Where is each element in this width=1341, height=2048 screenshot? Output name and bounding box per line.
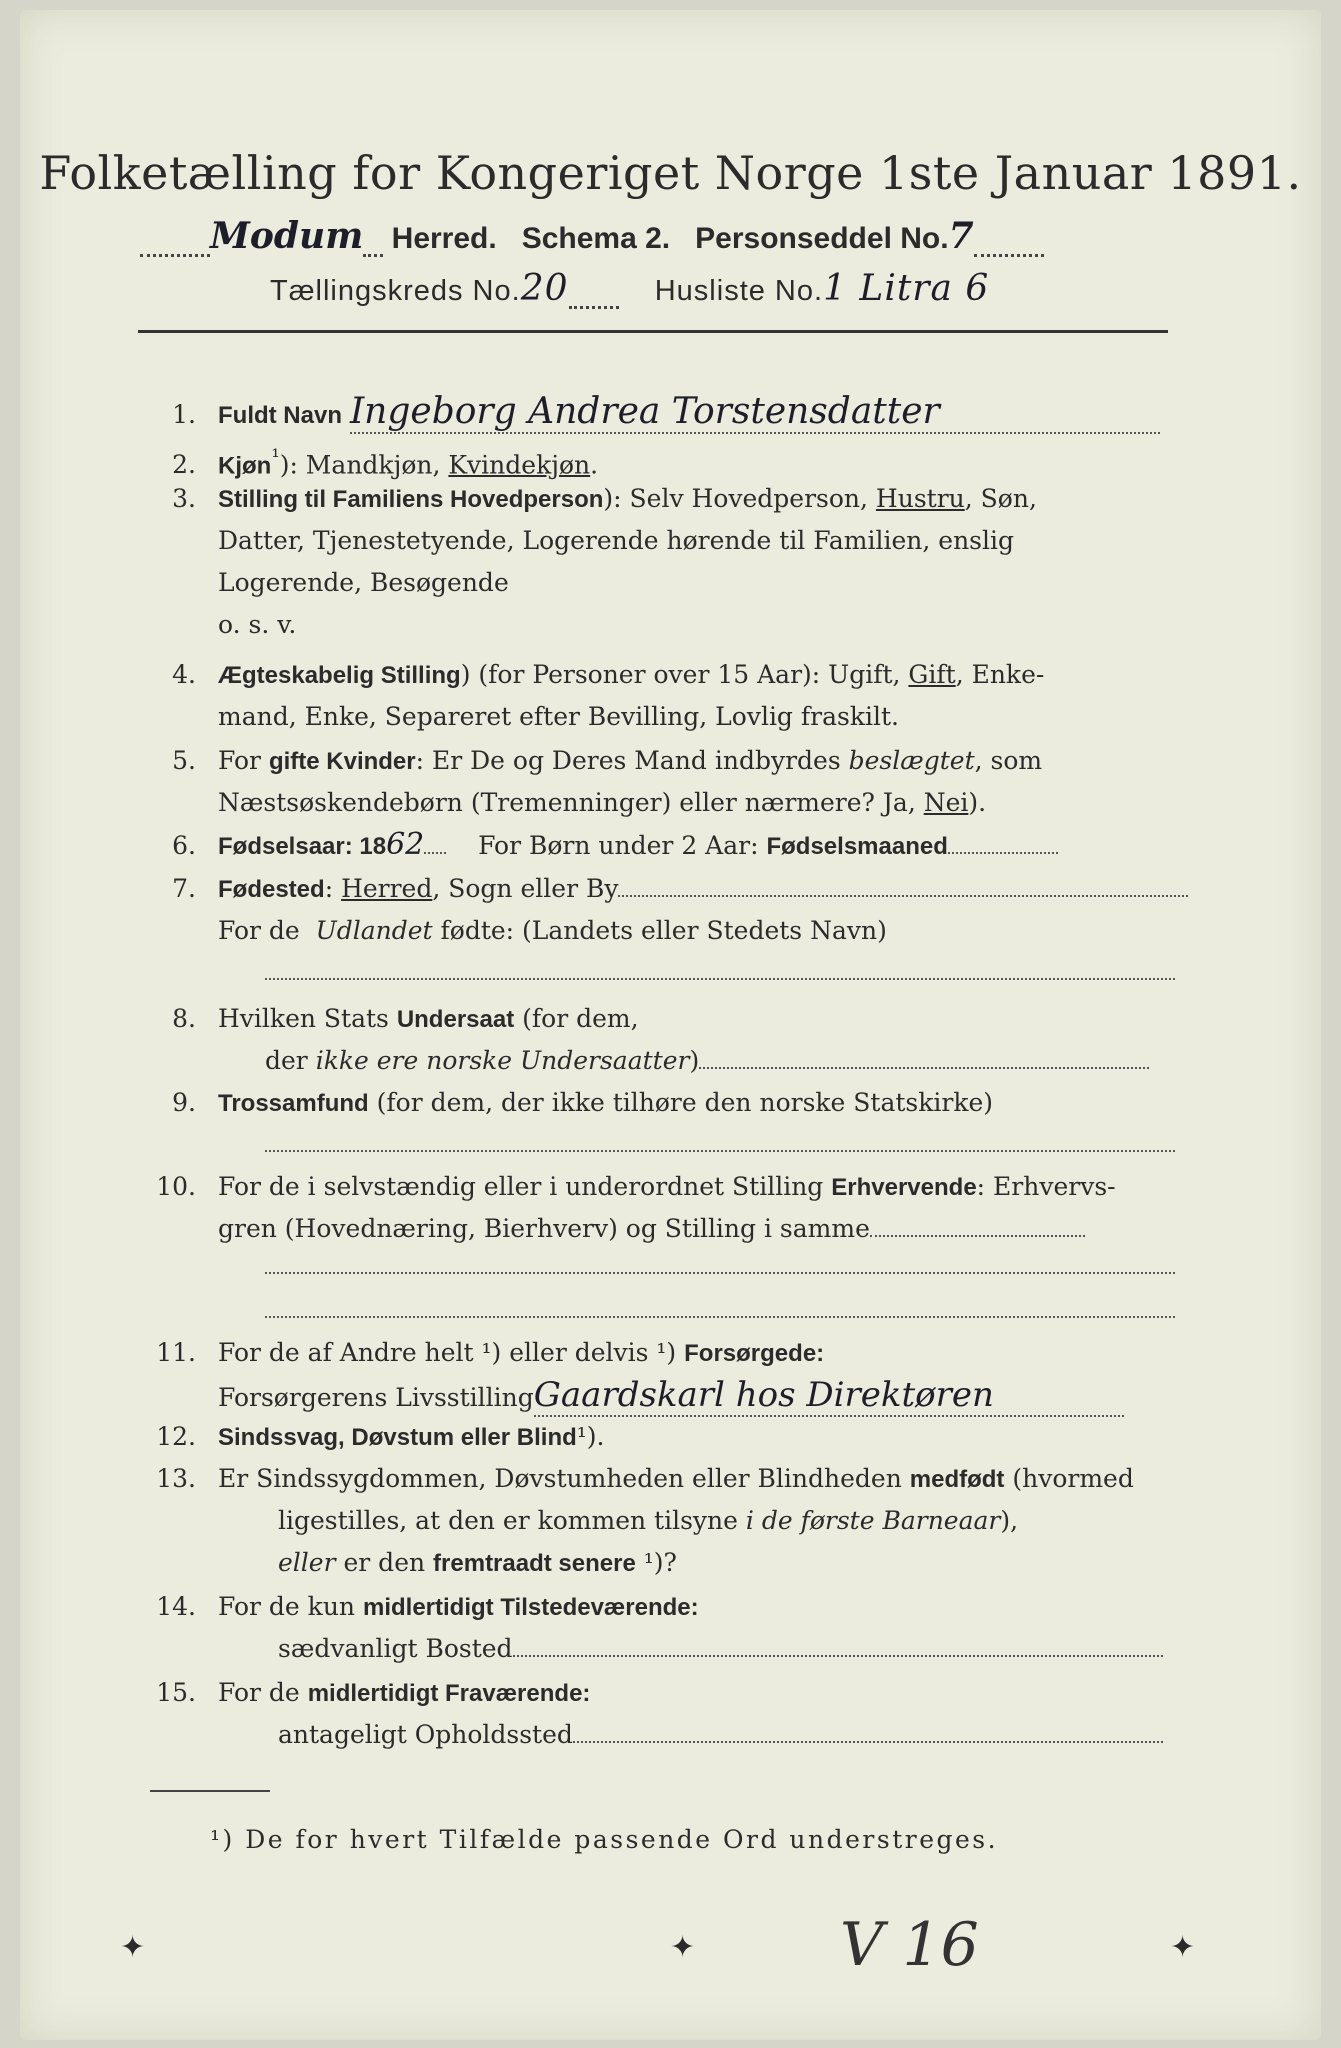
text: (hvormed — [1004, 1464, 1134, 1493]
item-8 — [140, 1002, 639, 1037]
item-7 — [140, 872, 1188, 907]
full-name-label: Fuldt Navn — [218, 402, 342, 429]
item-number: 5. — [172, 746, 196, 775]
punct: ¹). — [576, 1422, 605, 1451]
fill-line — [265, 1316, 1175, 1318]
header-rule — [138, 330, 1168, 333]
text: For de i selvstændig eller i underordnet Stilling — [218, 1172, 832, 1201]
header-line-1 — [140, 215, 1044, 257]
text: sædvanligt Bosted — [278, 1634, 513, 1663]
registration-mark-icon: ✦ — [120, 1930, 146, 1965]
archive-mark: V 16 — [840, 1910, 979, 1980]
personseddel-value: 7 — [948, 215, 974, 257]
item-11 — [140, 1336, 824, 1371]
item-number: 15. — [156, 1678, 196, 1707]
text: gren (Hovednæring, Bierhverv) og Stilling i samme — [218, 1214, 870, 1243]
birth-year-value: 62 — [386, 827, 425, 862]
item-15-line-2 — [278, 1718, 1163, 1752]
punct: : — [324, 874, 342, 903]
text: ): Selv Hovedperson, — [603, 484, 876, 513]
kreds-label: Tællingskreds No. — [270, 275, 521, 307]
item-14-line-2 — [278, 1632, 1163, 1666]
text: , Sogn eller By — [432, 874, 619, 903]
item-6 — [140, 828, 1058, 864]
birthplace-selected: Herred — [341, 874, 433, 903]
text: er den — [335, 1548, 434, 1577]
item-4 — [140, 658, 1044, 693]
item-14 — [140, 1590, 699, 1625]
item-number: 13. — [156, 1464, 196, 1493]
fill-line — [265, 978, 1175, 980]
text: , Enke- — [955, 660, 1045, 689]
footnote-ref: ¹ — [271, 445, 280, 469]
text: Er Sindssygdommen, Døvstumheden eller Blindheden — [218, 1464, 910, 1493]
item-13 — [140, 1462, 1134, 1497]
fill-line — [265, 1272, 1175, 1274]
item-2 — [140, 440, 598, 483]
religion-label: Trossamfund — [218, 1090, 369, 1117]
text: Næstsøskendebørn (Tremenninger) eller nærmere? Ja, — [218, 788, 924, 817]
item-5-line-2 — [218, 786, 986, 820]
personseddel-label: Personseddel No. — [695, 222, 949, 255]
item-number: 1. — [172, 400, 196, 429]
item-13-line-2 — [278, 1504, 1018, 1538]
text: (for dem, — [514, 1004, 639, 1033]
text: ) — [689, 1046, 700, 1075]
sex-options: ): Mandkjøn, — [279, 450, 449, 480]
husliste-label: Husliste No. — [654, 275, 824, 307]
kreds-value: 20 — [520, 268, 569, 309]
punct: ). — [968, 788, 987, 817]
item-number: 9. — [172, 1088, 196, 1117]
related-selected: Nei — [923, 788, 969, 817]
citizenship-label: Undersaat — [396, 1006, 515, 1033]
text: antageligt Opholdssted — [278, 1720, 573, 1749]
census-form — [20, 10, 1321, 2040]
item-15 — [140, 1676, 590, 1711]
punct: : — [582, 1680, 591, 1707]
item-8-line-2 — [265, 1044, 1149, 1078]
punct: : — [690, 1594, 699, 1621]
item-9 — [140, 1086, 993, 1121]
registration-mark-icon: ✦ — [1170, 1930, 1196, 1965]
full-name-value: Ingeborg Andrea Torstensdatter — [349, 391, 940, 432]
text: , Søn, — [964, 484, 1037, 513]
text: : Erhvervs- — [976, 1172, 1116, 1201]
birthplace-label: Fødested — [218, 876, 325, 903]
footnote-rule — [150, 1790, 270, 1792]
item-number: 14. — [156, 1592, 196, 1621]
text-italic: i de første Barneaar — [745, 1506, 1001, 1535]
text: For de — [218, 1678, 308, 1707]
later-onset-label: fremtraadt senere — [433, 1550, 636, 1577]
temporary-absent-label: midlertidigt Fraværende — [307, 1680, 583, 1707]
text: For de — [218, 916, 308, 945]
punct: : — [816, 1340, 825, 1367]
herred-value: Modum — [210, 215, 364, 257]
birth-month-label: Fødselsmaaned — [766, 833, 948, 860]
item-number: 12. — [156, 1422, 196, 1451]
item-3-line-3: Logerende, Besøgende — [218, 568, 509, 597]
text-italic: ikke ere norske Undersaatter — [315, 1046, 690, 1075]
item-10 — [140, 1170, 1116, 1205]
married-women-label: gifte Kvinder — [268, 748, 416, 775]
item-number: 2. — [172, 450, 196, 480]
punct: . — [590, 450, 599, 480]
text: For Børn under 2 Aar: — [478, 831, 767, 860]
item-number: 3. — [172, 484, 196, 513]
item-3 — [140, 482, 1037, 517]
item-3-line-2: Datter, Tjenestetyende, Logerende hørende til Familien, enslig — [218, 526, 1015, 555]
item-10-line-2 — [218, 1212, 1085, 1246]
item-11-line-2 — [218, 1375, 1124, 1417]
sex-selected: Kvindekjøn — [448, 450, 591, 480]
family-position-label: Stilling til Familiens Hovedperson — [218, 486, 604, 513]
header-line-2 — [270, 268, 989, 309]
text: , som — [974, 746, 1043, 775]
text: For — [218, 746, 269, 775]
form-title: Folketælling for Kongeriget Norge 1ste Januar 1891. — [39, 146, 1302, 200]
text: ¹)? — [635, 1548, 677, 1577]
text: Hvilken Stats — [218, 1004, 397, 1033]
text: Forsørgerens Livsstilling — [218, 1383, 534, 1412]
sex-label: Kjøn — [218, 452, 272, 480]
text-italic: eller — [278, 1548, 336, 1577]
birth-year-prefix: : 18 — [344, 833, 387, 860]
item-7-line-2 — [218, 914, 887, 948]
family-position-selected: Hustru — [875, 484, 965, 513]
item-number: 4. — [172, 660, 196, 689]
provider-occupation-value: Gaardskarl hos Direktøren — [533, 1375, 994, 1415]
text-italic: beslægtet — [848, 746, 975, 775]
item-number: 6. — [172, 831, 196, 860]
text: For de af Andre helt ¹) eller delvis ¹) — [218, 1338, 685, 1367]
herred-label: Herred. — [391, 222, 497, 255]
disability-label: Sindssvag, Døvstum eller Blind — [218, 1424, 577, 1451]
item-1 — [140, 391, 1160, 434]
temporary-present-label: midlertidigt Tilstedeværende — [362, 1594, 691, 1621]
text: ligestilles, at den er kommen tilsyne — [278, 1506, 746, 1535]
item-number: 7. — [172, 874, 196, 903]
husliste-value: 1 Litra 6 — [823, 268, 990, 309]
schema-label: Schema 2. — [521, 222, 671, 255]
item-number: 8. — [172, 1004, 196, 1033]
congenital-label: medfødt — [909, 1466, 1005, 1493]
text: fødte: (Landets eller Stedets Navn) — [432, 916, 887, 945]
item-13-line-3 — [278, 1546, 677, 1581]
supported-label: Forsørgede — [684, 1340, 817, 1367]
text: der — [265, 1046, 316, 1075]
item-number: 10. — [156, 1172, 196, 1201]
text: ) (for Personer over 15 Aar): Ugift, — [460, 660, 909, 689]
text: : Er De og Deres Mand indbyrdes — [415, 746, 849, 775]
marital-status-selected: Gift — [908, 660, 956, 689]
registration-mark-icon: ✦ — [670, 1930, 696, 1965]
item-3-line-4: o. s. v. — [218, 610, 297, 639]
item-5 — [140, 744, 1042, 779]
text: ), — [1000, 1506, 1019, 1535]
footnote: ¹) De for hvert Tilfælde passende Ord understreges. — [210, 1825, 999, 1854]
text-italic: Udlandet — [315, 916, 433, 945]
text: (for dem, der ikke tilhøre den norske Statskirke) — [368, 1088, 994, 1117]
item-12 — [140, 1420, 605, 1455]
occupation-label: Erhvervende — [831, 1174, 977, 1201]
fill-line — [265, 1150, 1175, 1152]
birth-year-label: Fødselsaar — [218, 833, 345, 860]
marital-status-label: Ægteskabelig Stilling — [218, 662, 461, 689]
item-number: 11. — [156, 1338, 196, 1367]
item-4-line-2: mand, Enke, Separeret efter Bevilling, Lovlig fraskilt. — [218, 702, 899, 731]
text: For de kun — [218, 1592, 363, 1621]
